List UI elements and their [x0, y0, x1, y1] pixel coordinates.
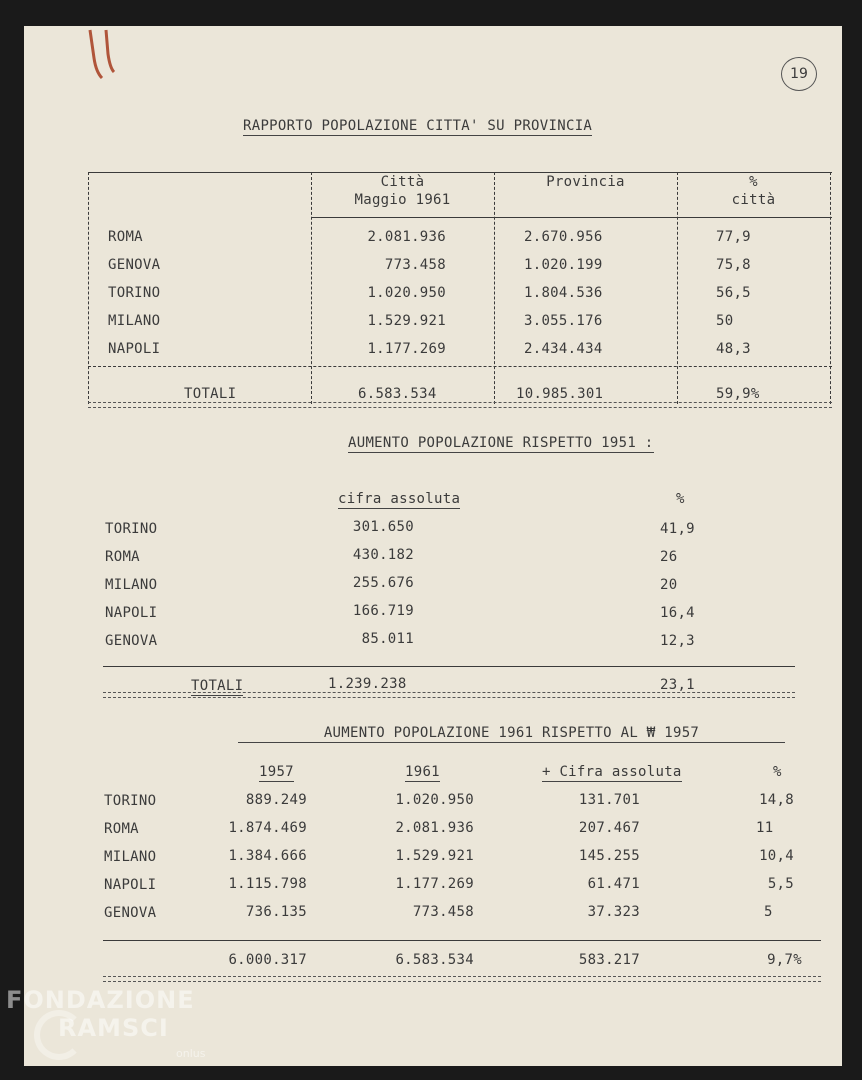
table1-city: NAPOLI [108, 341, 161, 357]
table1-total-label: TOTALI [184, 386, 237, 402]
table1-citta-value: 1.020.950 [367, 285, 446, 301]
table3-1961-value: 1.177.269 [395, 876, 474, 892]
table3-pct-value: 11 [756, 820, 774, 836]
table3-1961-value: 2.081.936 [395, 820, 474, 836]
table2-double-rule [103, 692, 795, 698]
table1-city: TORINO [108, 285, 161, 301]
table1-pct-value: 50 [716, 313, 734, 329]
table3-pct-value: 14,8 [759, 792, 794, 808]
table3-1957-value: 1.384.666 [228, 848, 307, 864]
table2-title: AUMENTO POPOLAZIONE RISPETTO 1951 : [348, 435, 654, 451]
table3-city: NAPOLI [104, 877, 157, 893]
table2-city: GENOVA [105, 633, 158, 649]
table2-abs-value: 255.676 [352, 575, 414, 591]
table3-1961-value: 773.458 [412, 904, 474, 920]
table1-left-border [88, 172, 89, 404]
table2-abs-value: 166.719 [352, 603, 414, 619]
table2-total-pct: 23,1 [660, 677, 695, 693]
table1-header-pct-citta: città [731, 192, 776, 208]
table1-pct-value: 75,8 [716, 257, 751, 273]
table1-city: GENOVA [108, 257, 161, 273]
table2-pct-value: 41,9 [660, 521, 695, 537]
table3-city: TORINO [104, 793, 157, 809]
table1-provincia-value: 1.020.199 [524, 257, 603, 273]
table2-city: NAPOLI [105, 605, 158, 621]
table3-1957-value: 889.249 [245, 792, 307, 808]
watermark-logo-line1: FONDAZIONE [6, 986, 195, 1014]
page-number: 19 [781, 57, 817, 91]
table1-city: ROMA [108, 229, 143, 245]
table2-total-abs: 1.239.238 [328, 676, 407, 692]
table1-top-border [88, 172, 832, 173]
table3-abs-value: 61.471 [587, 876, 640, 892]
table3-header-pct: % [773, 764, 782, 780]
table2-city: TORINO [105, 521, 158, 537]
table3-header-1961: 1961 [405, 764, 440, 780]
table1-provincia-value: 1.804.536 [524, 285, 603, 301]
table1-double-rule [88, 402, 832, 408]
table3-city: MILANO [104, 849, 157, 865]
watermark-logo-line3: onlus [176, 1047, 206, 1060]
table3-abs-value: 207.467 [578, 820, 640, 836]
table1-total-rule [88, 366, 832, 367]
table3-1961-value: 1.529.921 [395, 848, 474, 864]
table1-total-pct: 59,9% [716, 386, 760, 402]
table1-provincia-value: 2.670.956 [524, 229, 603, 245]
table3-total-1961: 6.583.534 [395, 952, 474, 968]
table2-abs-value: 85.011 [361, 631, 414, 647]
table3-1957-value: 1.874.469 [228, 820, 307, 836]
table1-right-border [830, 172, 831, 404]
table2-total-rule [103, 666, 795, 667]
table1-pct-value: 48,3 [716, 341, 751, 357]
table1-citta-value: 1.529.921 [367, 313, 446, 329]
table3-header-abs: + Cifra assoluta [542, 764, 682, 780]
table1-city: MILANO [108, 313, 161, 329]
table1-title: RAPPORTO POPOLAZIONE CITTA' SU PROVINCIA [243, 118, 593, 134]
table2-abs-value: 430.182 [352, 547, 414, 563]
table3-abs-value: 145.255 [578, 848, 640, 864]
table1-total-citta: 6.583.534 [358, 386, 437, 402]
table1-provincia-value: 3.055.176 [524, 313, 603, 329]
table2-pct-value: 12,3 [660, 633, 695, 649]
watermark-logo-line2: RAMSCI [58, 1014, 169, 1042]
table1-citta-value: 1.177.269 [367, 341, 446, 357]
table3-1957-value: 736.135 [245, 904, 307, 920]
paperclip-mark [84, 28, 118, 82]
table3-pct-value: 5,5 [767, 876, 794, 892]
table3-header-1957: 1957 [259, 764, 294, 780]
table1-header-rule [311, 217, 832, 218]
table2-header-abs: cifra assoluta [338, 491, 461, 507]
table3-total-abs: 583.217 [578, 952, 640, 968]
table2-total-label: TOTALI [191, 678, 244, 694]
table1-pct-value: 77,9 [716, 229, 751, 245]
table1-header-provincia: Provincia [546, 174, 625, 190]
table3-double-rule [103, 976, 821, 982]
table3-city: GENOVA [104, 905, 157, 921]
table1-total-provincia: 10.985.301 [516, 386, 604, 402]
table3-abs-value: 131.701 [578, 792, 640, 808]
table3-title: AUMENTO POPOLAZIONE 1961 RISPETTO AL ₩ 1957 [238, 725, 785, 743]
table1-header-maggio: Maggio 1961 [354, 192, 451, 208]
table1-divider-2 [494, 172, 495, 404]
table2-header-pct: % [676, 491, 685, 507]
table3-total-pct: 9,7% [767, 952, 802, 968]
table2-pct-value: 26 [660, 549, 678, 565]
table3-pct-value: 10,4 [759, 848, 794, 864]
table1-header-citta: Città [380, 174, 425, 190]
table2-city: MILANO [105, 577, 158, 593]
table3-total-1957: 6.000.317 [228, 952, 307, 968]
table3-pct-value: 5 [764, 904, 773, 920]
table1-provincia-value: 2.434.434 [524, 341, 603, 357]
table3-city: ROMA [104, 821, 139, 837]
table2-city: ROMA [105, 549, 140, 565]
table1-citta-value: 773.458 [384, 257, 446, 273]
table3-abs-value: 37.323 [587, 904, 640, 920]
table3-1961-value: 1.020.950 [395, 792, 474, 808]
table2-pct-value: 20 [660, 577, 678, 593]
table2-abs-value: 301.650 [352, 519, 414, 535]
table1-header-pct: % [749, 174, 758, 190]
table3-1957-value: 1.115.798 [228, 876, 307, 892]
table3-total-rule [103, 940, 821, 941]
table2-pct-value: 16,4 [660, 605, 695, 621]
table1-pct-value: 56,5 [716, 285, 751, 301]
table1-citta-value: 2.081.936 [367, 229, 446, 245]
